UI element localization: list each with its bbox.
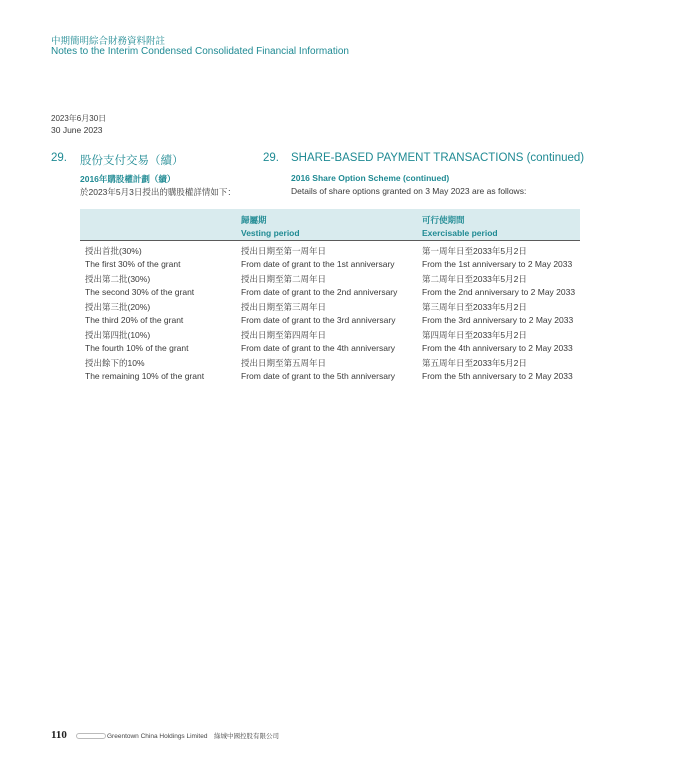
header-vesting-en: Vesting period bbox=[241, 228, 300, 238]
section-title-en: SHARE-BASED PAYMENT TRANSACTIONS (continued) bbox=[291, 152, 585, 164]
section-title-cn: 股份支付交易（續） bbox=[80, 155, 184, 167]
table-cell: From the 2nd anniversary to 2 May 2033 bbox=[422, 287, 576, 297]
section-number-cn: 29. bbox=[51, 152, 67, 164]
table-cell: From date of grant to the 1st anniversary bbox=[241, 259, 395, 269]
table-cell: From date of grant to the 4th anniversary bbox=[241, 343, 396, 353]
table-header-rule bbox=[80, 240, 580, 241]
subtitle-cn: 2016年購股權計劃（續） bbox=[80, 174, 176, 184]
table-cell: 授出日期至第四周年日 bbox=[241, 330, 327, 340]
table-cell: The second 30% of the grant bbox=[85, 287, 195, 297]
table-cell: 授出餘下的10% bbox=[85, 358, 145, 368]
table-cell: 授出第二批(30%) bbox=[85, 274, 151, 284]
description-cn: 於2023年5月3日授出的購股權詳情如下： bbox=[80, 187, 236, 197]
subtitle-en: 2016 Share Option Scheme (continued) bbox=[291, 173, 450, 183]
table-cell: 授出第四批(10%) bbox=[85, 330, 151, 340]
table-cell: 第五周年日至2033年5月2日 bbox=[422, 358, 527, 368]
footer-company: Greentown China Holdings Limited 綠城中國控股有限公司 bbox=[107, 733, 279, 740]
running-header-en: Notes to the Interim Condensed Consolidated Financial Information bbox=[51, 46, 349, 57]
table-cell: From the 1st anniversary to 2 May 2033 bbox=[422, 259, 573, 269]
header-exercisable-cn: 可行使期間 bbox=[422, 215, 465, 225]
table-header-band bbox=[80, 209, 580, 240]
description-en: Details of share options granted on 3 May 2023 are as follows: bbox=[291, 186, 527, 196]
table-cell: From date of grant to the 3rd anniversary bbox=[241, 315, 396, 325]
table-cell: 授出日期至第一周年日 bbox=[241, 246, 327, 256]
table-cell: 授出日期至第三周年日 bbox=[241, 302, 327, 312]
footer-decoration bbox=[76, 733, 106, 739]
table-cell: The third 20% of the grant bbox=[85, 315, 184, 325]
table-cell: 授出日期至第五周年日 bbox=[241, 358, 327, 368]
header-vesting-cn: 歸屬期 bbox=[241, 215, 267, 225]
table-cell: 第二周年日至2033年5月2日 bbox=[422, 274, 527, 284]
table-cell: From the 5th anniversary to 2 May 2033 bbox=[422, 371, 573, 381]
page-number: 110 bbox=[51, 729, 67, 741]
table-cell: From date of grant to the 5th anniversary bbox=[241, 371, 396, 381]
date-cn: 2023年6月30日 bbox=[51, 114, 107, 123]
table-cell: 第四周年日至2033年5月2日 bbox=[422, 330, 527, 340]
date-en: 30 June 2023 bbox=[51, 125, 103, 135]
table-cell: From the 3rd anniversary to 2 May 2033 bbox=[422, 315, 574, 325]
section-number-en: 29. bbox=[263, 152, 279, 164]
table-cell: 第三周年日至2033年5月2日 bbox=[422, 302, 527, 312]
running-header-cn: 中期簡明綜合財務資料附註 bbox=[51, 36, 166, 47]
table-cell: 授出日期至第二周年日 bbox=[241, 274, 327, 284]
table-cell: The remaining 10% of the grant bbox=[85, 371, 205, 381]
table-cell: From the 4th anniversary to 2 May 2033 bbox=[422, 343, 573, 353]
table-cell: The fourth 10% of the grant bbox=[85, 343, 189, 353]
table-cell: The first 30% of the grant bbox=[85, 259, 181, 269]
table-cell: 授出首批(30%) bbox=[85, 246, 142, 256]
header-exercisable-en: Exercisable period bbox=[422, 228, 498, 238]
table-cell: 第一周年日至2033年5月2日 bbox=[422, 246, 527, 256]
table-cell: 授出第三批(20%) bbox=[85, 302, 151, 312]
table-cell: From date of grant to the 2nd anniversary bbox=[241, 287, 398, 297]
